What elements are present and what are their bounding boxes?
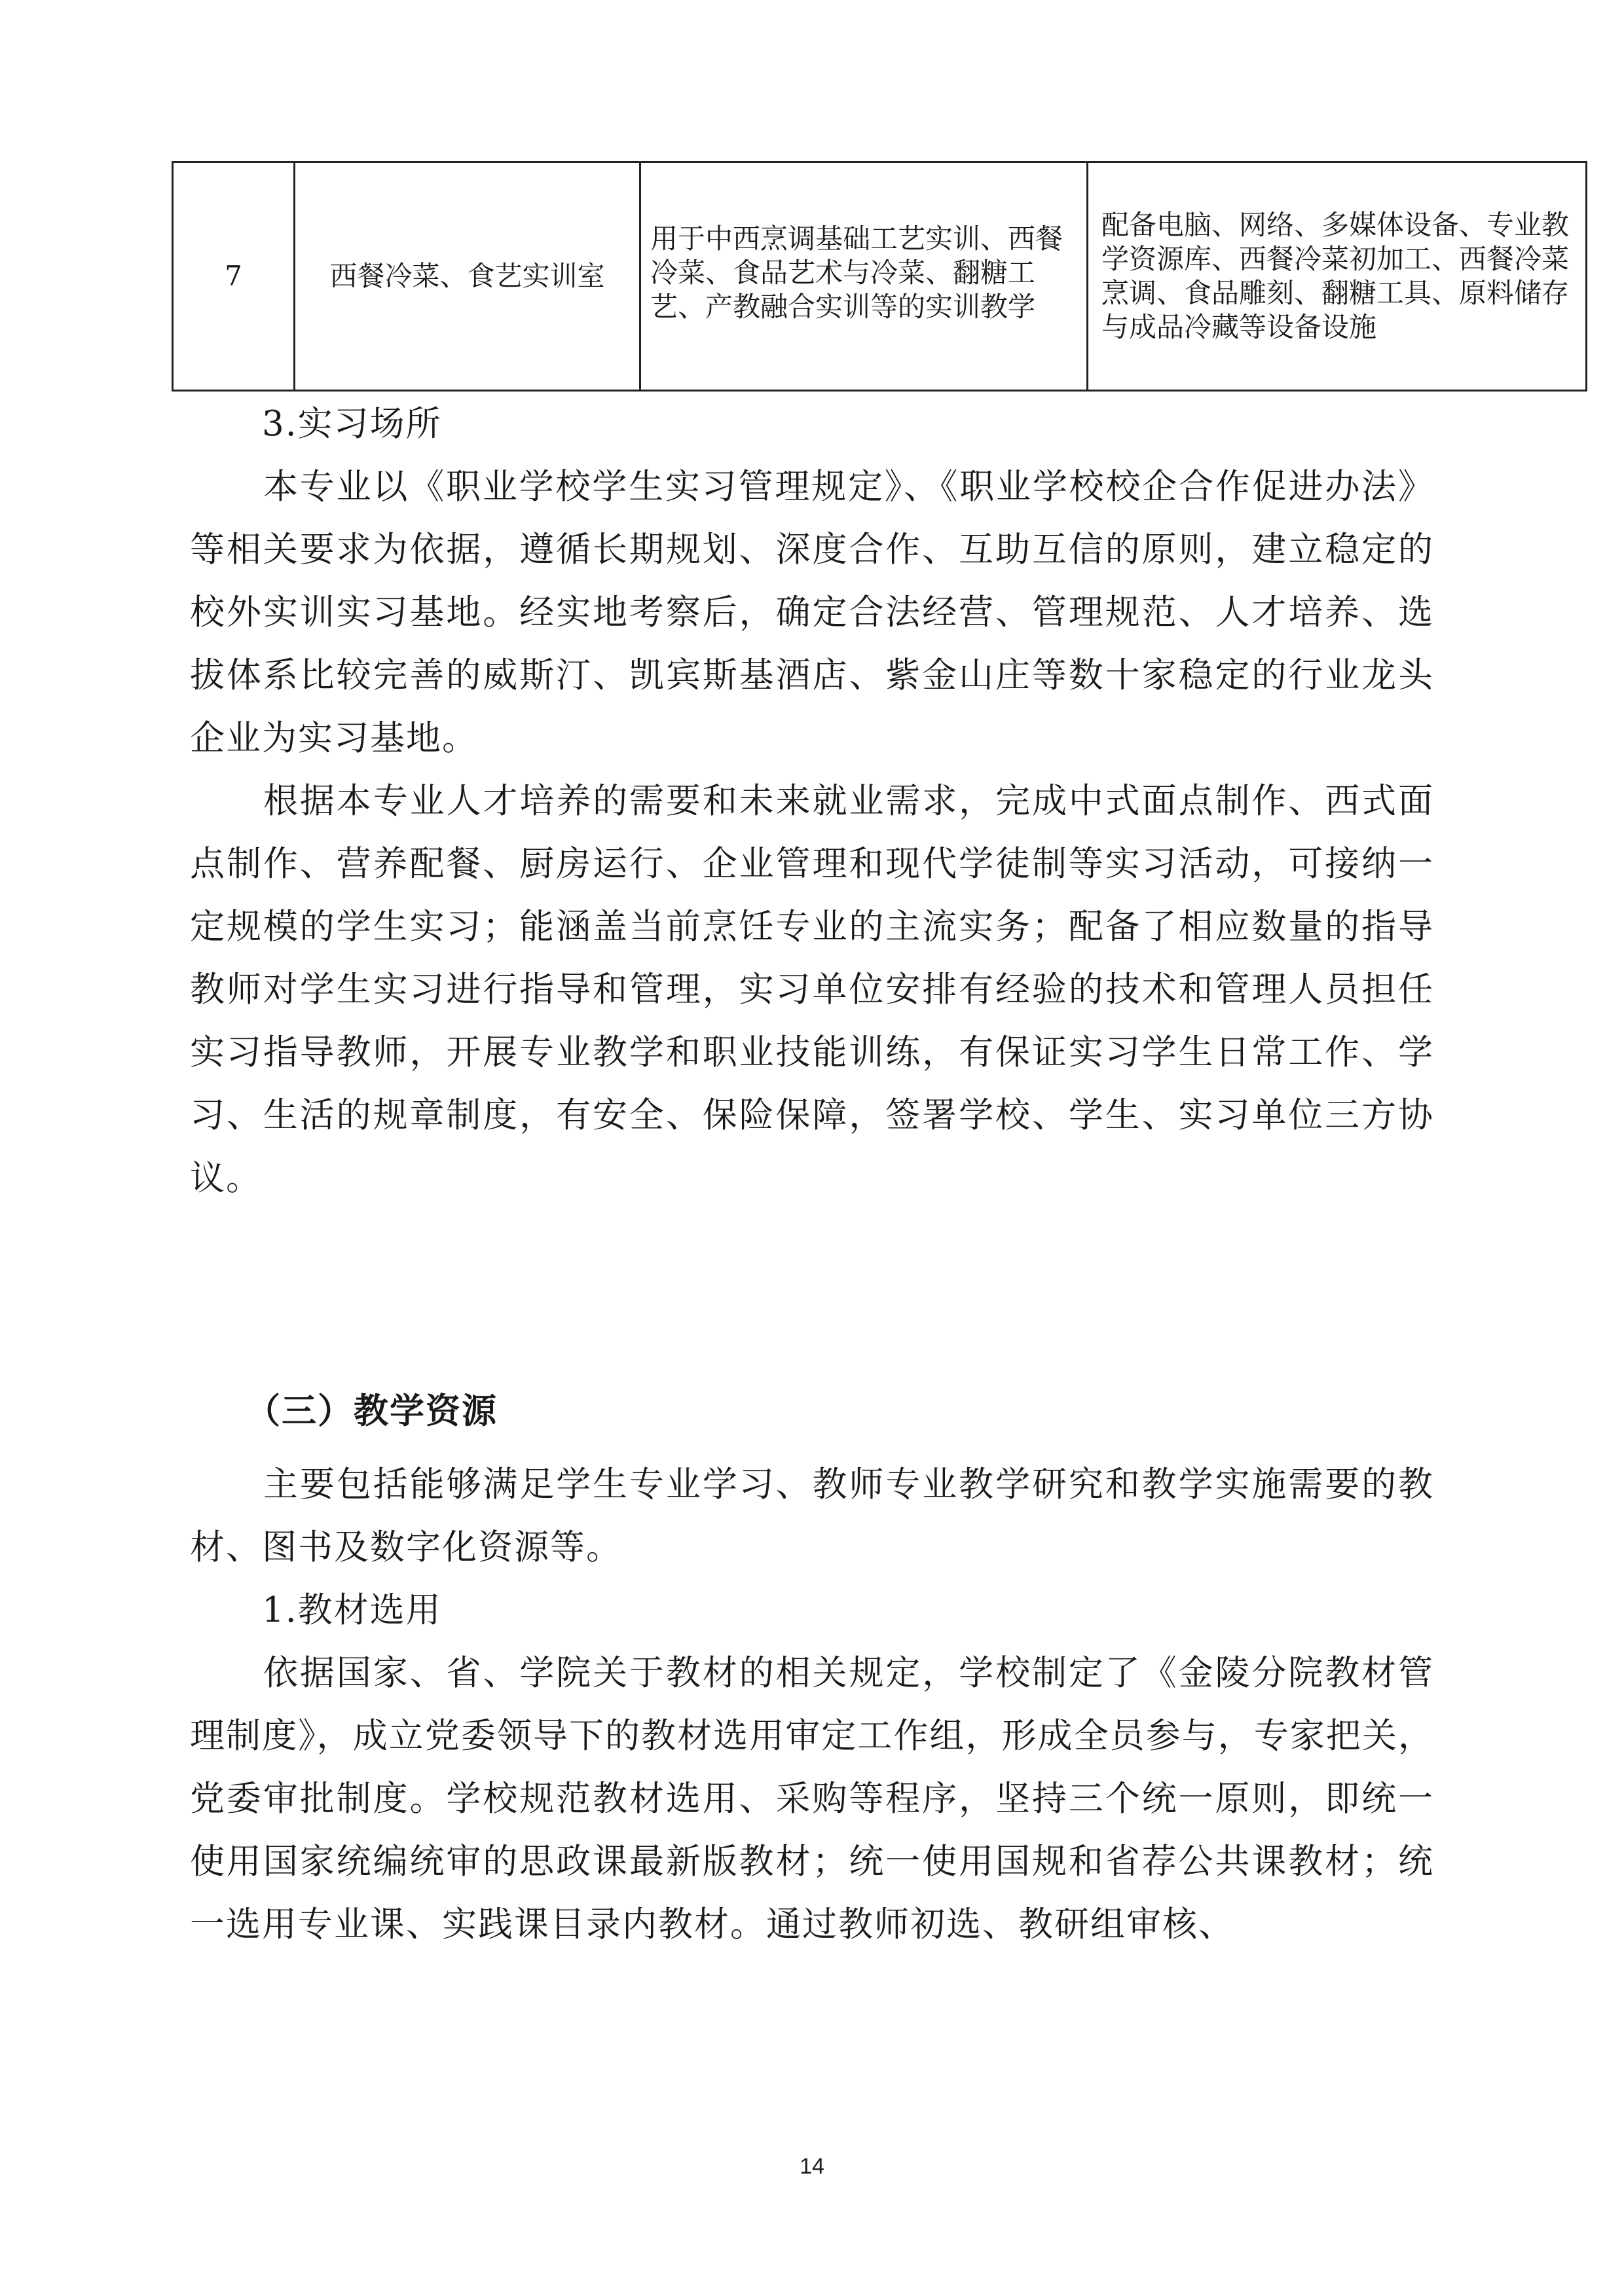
textbook-heading: 1.教材选用 <box>262 1590 442 1630</box>
facility-table <box>172 161 1587 392</box>
internship-paragraph-1: 本专业以《职业学校学生实习管理规定》、《职业学校校企合作促进办法》等相关要求为依据，遵循长期规划、深度合作、互助互信的原则，建立稳定的校外实训实习基地。经实地考察后，确定合法经营、管理规范、人才培养、选拔体系比较完善的威斯汀、凯宾斯基酒店、紫金山庄等数十家稳定的行业龙头企业为实习基地。 <box>190 467 1434 758</box>
room-use-text: 用于中西烹调基础工艺实训、西餐冷菜、食品艺术与冷菜、翻糖工艺、产教融合实训等的实训教学 <box>650 223 1063 323</box>
resources-paragraph: 主要包括能够满足学生专业学习、教师专业教学研究和教学实施需要的教材、图书及数字化资源等。 <box>190 1465 1434 1567</box>
internship-section <box>190 393 1434 1210</box>
resources-section <box>190 1380 1434 1956</box>
page-number: 14 <box>800 2154 824 2179</box>
textbook-paragraph: 依据国家、省、学院关于教材的相关规定，学校制定了《金陵分院教材管理制度》，成立党委领导下的教材选用审定工作组，形成全员参与，专家把关，党委审批制度。学校规范教材选用、采购等程序，坚持三个统一原则，即统一使用国家统编统审的思政课最新版教材；统一使用国规和省荐公共课教材；统一选用专业课、实践课目录内教材。通过教师初选、教研组审核、 <box>190 1653 1434 1944</box>
row-number: 7 <box>173 162 295 391</box>
internship-paragraph-2: 根据本专业人才培养的需要和未来就业需求，完成中式面点制作、西式面点制作、营养配餐、厨房运行、企业管理和现代学徒制等实习活动，可接纳一定规模的学生实习；能涵盖当前烹饪专业的主流实务；配备了相应数量的指导教师对学生实习进行指导和管理，实习单位安排有经验的技术和管理人员担任实习指导教师，开展专业教学和职业技能训练，有保证实习学生日常工作、学习、生活的规章制度，有安全、保险保障，签署学校、学生、实习单位三方协议。 <box>190 781 1434 1198</box>
resources-heading: （三）教学资源 <box>246 1391 498 1431</box>
room-name: 西餐冷菜、食艺实训室 <box>295 162 640 391</box>
table-row <box>173 162 1587 391</box>
internship-heading: 3.实习场所 <box>262 404 442 444</box>
room-equipment-text: 配备电脑、网络、多媒体设备、专业教学资源库、西餐冷菜初加工、西餐冷菜烹调、食品雕刻、翻糖工具、原料储存与成品冷藏等设备设施 <box>1101 209 1570 343</box>
room-equipment <box>1088 162 1587 391</box>
room-use <box>640 162 1088 391</box>
